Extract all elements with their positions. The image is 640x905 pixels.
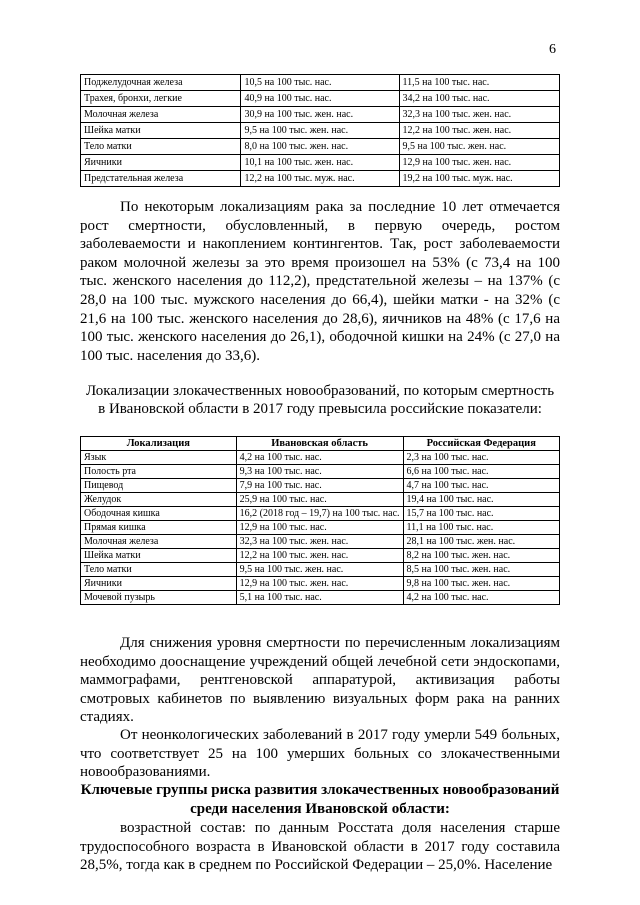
table-cell: Полость рта [81, 465, 237, 479]
table-cell: 6,6 на 100 тыс. нас. [403, 465, 559, 479]
table-row [81, 591, 560, 605]
table-cell: Язык [81, 451, 237, 465]
table-cell: 9,5 на 100 тыс. жен. нас. [241, 123, 399, 139]
table-cell: 4,2 на 100 тыс. нас. [236, 451, 403, 465]
table-cell: 9,3 на 100 тыс. нас. [236, 465, 403, 479]
table-cell: 8,0 на 100 тыс. жен. нас. [241, 139, 399, 155]
paragraph-recommendations [80, 634, 560, 727]
table-cell: Шейка матки [81, 123, 241, 139]
heading-line-1: Ключевые группы риска развития злокачественных новообразований [80, 782, 560, 798]
table-cell: Поджелудочная железа [81, 75, 241, 91]
table-row [81, 91, 560, 107]
table-row [81, 577, 560, 591]
header-ivanovo-region: Ивановская область [236, 437, 403, 451]
caption-line-2: в Ивановской области в 2017 году превысила российские показатели: [98, 401, 542, 417]
table-row [81, 549, 560, 563]
table-cell: Молочная железа [81, 107, 241, 123]
table-row [81, 123, 560, 139]
table-cell: 16,2 (2018 год – 19,7) на 100 тыс. нас. [236, 507, 403, 521]
table-row [81, 75, 560, 91]
table-row [81, 171, 560, 187]
caption-line-1: Локализации злокачественных новообразований, по которым смертность [85, 383, 555, 399]
table-cell: 12,2 на 100 тыс. жен. нас. [236, 549, 403, 563]
section-heading [80, 781, 560, 818]
paragraph-text: Для снижения уровня смертности по перечисленным локализациям необходимо дооснащение учреждений общей лечебной сети эндоскопами, маммографами, рентгеновской аппаратурой, активизация работы смотровых кабинетов по выявлению визуальных форм рака на ранних стадиях. [80, 635, 560, 726]
table-cell: 10,5 на 100 тыс. нас. [241, 75, 399, 91]
paragraph-non-oncological [80, 726, 560, 782]
table-cell: 12,9 на 100 тыс. жен. нас. [399, 155, 559, 171]
table-cell: 12,9 на 100 тыс. жен. нас. [236, 577, 403, 591]
table-header-row [81, 437, 560, 451]
table-cell: 5,1 на 100 тыс. нас. [236, 591, 403, 605]
paragraph-age-composition [80, 819, 560, 875]
table-cell: 7,9 на 100 тыс. нас. [236, 479, 403, 493]
table-cell: 11,1 на 100 тыс. нас. [403, 521, 559, 535]
mortality-comparison-table-continued [80, 74, 560, 187]
table-cell: 32,3 на 100 тыс. жен. нас. [236, 535, 403, 549]
table-row [81, 535, 560, 549]
table-cell: 25,9 на 100 тыс. нас. [236, 493, 403, 507]
table-cell: 15,7 на 100 тыс. нас. [403, 507, 559, 521]
header-russian-federation: Российская Федерация [403, 437, 559, 451]
paragraph-text: По некоторым локализациям рака за последние 10 лет отмечается рост смертности, обусловленный, в первую очередь, ростом заболеваемости и накоплением контингентов. Так, рост заболеваемости раком молочной железы за это время произошел на 53% (с 73,4 на 100 тыс. женского населения до 112,2), предстательной железы – на 137% (с 28,0 на 100 тыс. мужского населения до 66,4), шейки матки - на 32% (с 21,6 на 100 тыс. женского населения до 28,6), яичников на 48% (с 17,6 на 100 тыс. женского населения до 26,1), ободочной кишки на 24% (с 27,0 на 100 тыс. населения до 33,6). [80, 199, 560, 364]
table-cell: 4,7 на 100 тыс. нас. [403, 479, 559, 493]
table-cell: 12,2 на 100 тыс. жен. нас. [399, 123, 559, 139]
paragraph-cancer-growth [80, 198, 560, 365]
table-cell: Шейка матки [81, 549, 237, 563]
header-localization: Локализация [81, 437, 237, 451]
table-cell: 9,8 на 100 тыс. жен. нас. [403, 577, 559, 591]
table-cell: 2,3 на 100 тыс. нас. [403, 451, 559, 465]
table-cell: Ободочная кишка [81, 507, 237, 521]
table-cell: 9,5 на 100 тыс. жен. нас. [399, 139, 559, 155]
table-cell: Предстательная железа [81, 171, 241, 187]
table-cell: 19,4 на 100 тыс. нас. [403, 493, 559, 507]
table-cell: Тело матки [81, 563, 237, 577]
table-row [81, 507, 560, 521]
table-cell: 8,2 на 100 тыс. жен. нас. [403, 549, 559, 563]
table-cell: 4,2 на 100 тыс. нас. [403, 591, 559, 605]
table-cell: 32,3 на 100 тыс. жен. нас. [399, 107, 559, 123]
table-row [81, 155, 560, 171]
table-cell: 28,1 на 100 тыс. жен. нас. [403, 535, 559, 549]
heading-line-2: среди населения Ивановской области: [190, 800, 450, 817]
paragraph-text: возрастной состав: по данным Росстата доля населения старше трудоспособного возраста в Ивановской области в 2017 году составила 28,5%, тогда как в среднем по Российской Федерации – 25,0%. Население [80, 820, 560, 874]
table-cell: 10,1 на 100 тыс. жен. нас. [241, 155, 399, 171]
table-cell: 12,9 на 100 тыс. нас. [236, 521, 403, 535]
table-row [81, 521, 560, 535]
table-cell: Прямая кишка [81, 521, 237, 535]
table-row [81, 107, 560, 123]
table-cell: 30,9 на 100 тыс. жен. нас. [241, 107, 399, 123]
table-cell: 19,2 на 100 тыс. муж. нас. [399, 171, 559, 187]
table-row [81, 493, 560, 507]
table-cell: Яичники [81, 155, 241, 171]
table-cell: 34,2 на 100 тыс. нас. [399, 91, 559, 107]
table-cell: Мочевой пузырь [81, 591, 237, 605]
table-cell: 9,5 на 100 тыс. жен. нас. [236, 563, 403, 577]
table-row [81, 479, 560, 493]
table-cell: 11,5 на 100 тыс. нас. [399, 75, 559, 91]
table-cell: 40,9 на 100 тыс. нас. [241, 91, 399, 107]
localization-mortality-table [80, 436, 560, 605]
table-cell: Трахея, бронхи, легкие [81, 91, 241, 107]
table-cell: Молочная железа [81, 535, 237, 549]
table-cell: 12,2 на 100 тыс. муж. нас. [241, 171, 399, 187]
table-cell: Пищевод [81, 479, 237, 493]
table-cell: Яичники [81, 577, 237, 591]
paragraph-text: От неонкологических заболеваний в 2017 году умерли 549 больных, что соответствует 25 на 100 умерших больных со злокачественными новообразованиями. [80, 727, 560, 781]
table-row [81, 563, 560, 577]
table-cell: Желудок [81, 493, 237, 507]
page-number: 6 [549, 42, 556, 57]
table-row [81, 465, 560, 479]
table-cell: Тело матки [81, 139, 241, 155]
table-cell: 8,5 на 100 тыс. жен. нас. [403, 563, 559, 577]
table-row [81, 451, 560, 465]
table-caption [80, 382, 560, 418]
table-row [81, 139, 560, 155]
